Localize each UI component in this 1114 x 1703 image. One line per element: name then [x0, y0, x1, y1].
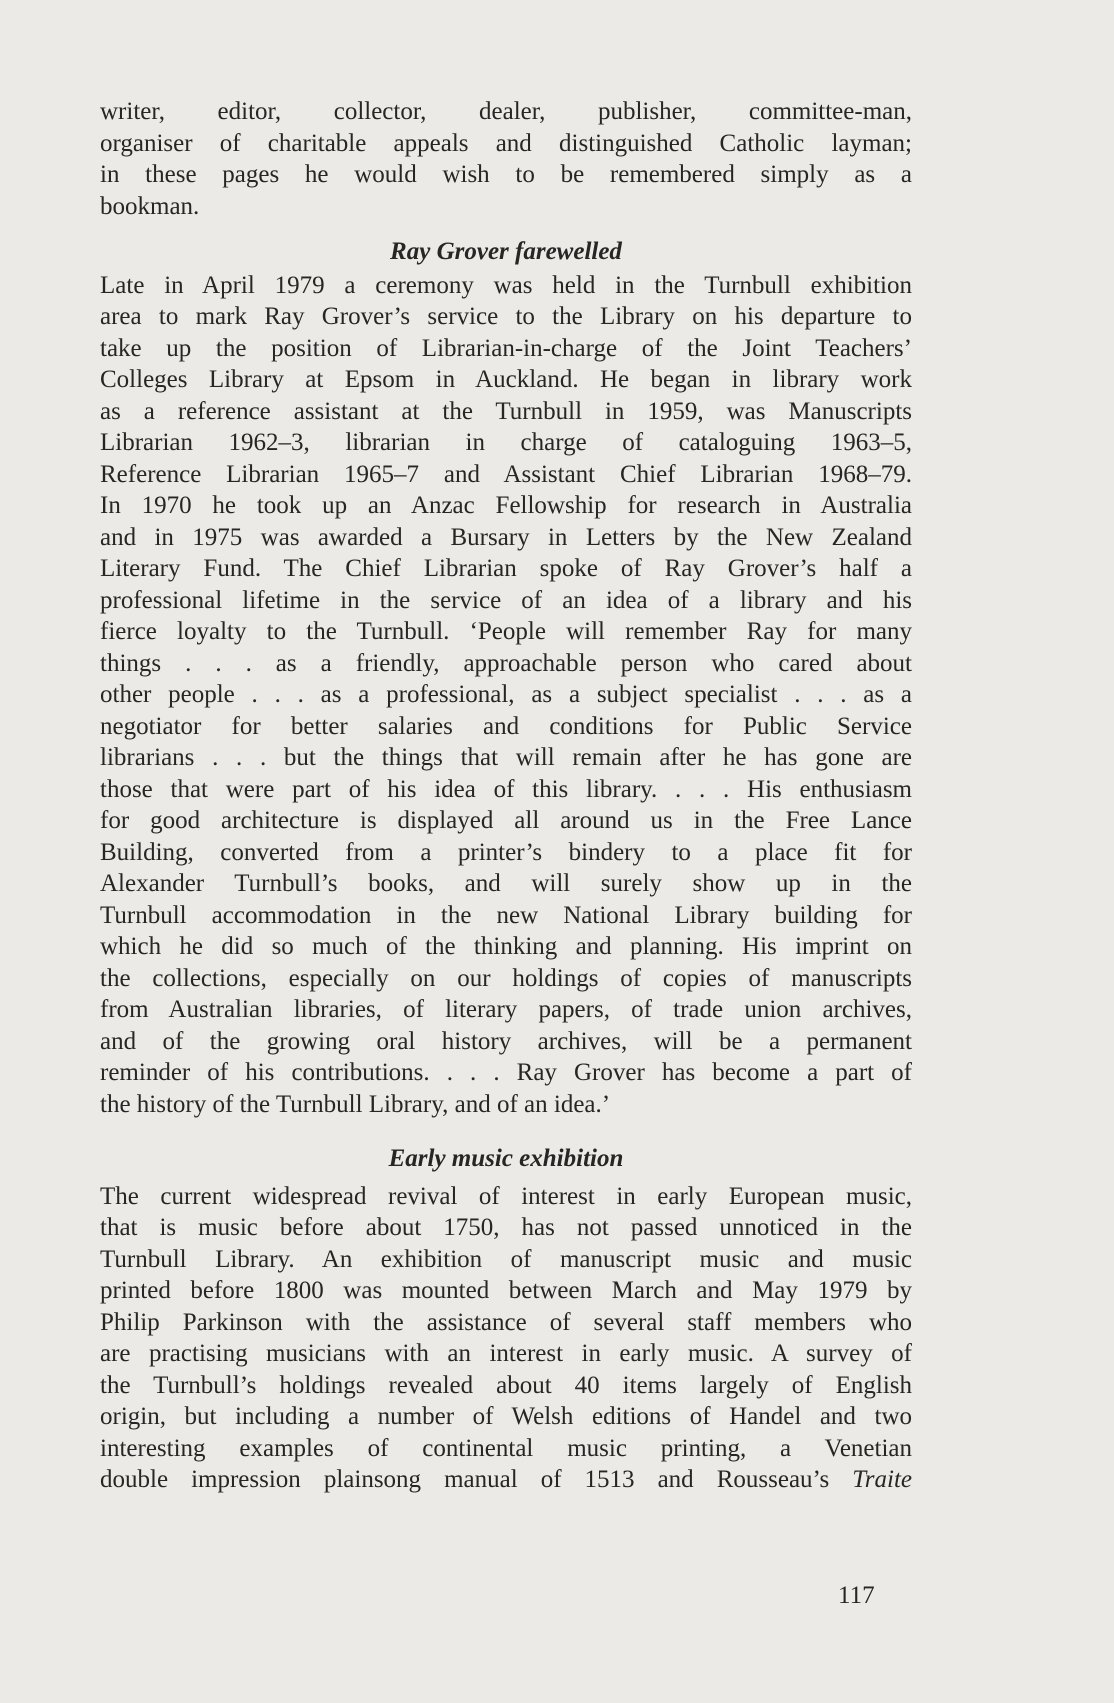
ray-grover-paragraph — [100, 270, 912, 1121]
text-line: for good architecture is displayed all around us in the Free Lance — [100, 807, 912, 834]
text-line: Librarian 1962–3, librarian in charge of cataloguing 1963–5, — [100, 429, 912, 456]
text-line: In 1970 he took up an Anzac Fellowship for research in Australia — [100, 492, 912, 519]
text-line: The current widespread revival of interest in early European music, — [100, 1182, 912, 1210]
text-line: printed before 1800 was mounted between March and May 1979 by — [100, 1277, 912, 1304]
text-line: the history of the Turnbull Library, and of an idea.’ — [100, 1090, 611, 1118]
text-line: and of the growing oral history archives, will be a permanent — [100, 1027, 912, 1055]
text-line: which he did so much of the thinking and planning. His imprint on — [100, 933, 912, 960]
text-line: and in 1975 was awarded a Bursary in Letters by the New Zealand — [100, 523, 912, 551]
text-line: the Turnbull’s holdings revealed about 40 items largely of English — [100, 1371, 912, 1399]
text-line: Colleges Library at Epsom in Auckland. He began in library work — [100, 366, 912, 393]
italic-title-fragment: Traite — [852, 1466, 913, 1493]
text-line: those that were part of his idea of this library. . . . His enthusiasm — [100, 775, 912, 803]
text-line: Turnbull Library. An exhibition of manuscript music and music — [100, 1245, 912, 1273]
text-line: professional lifetime in the service of an idea of a library and his — [100, 586, 912, 614]
text-line: the collections, especially on our holdings of copies of manuscripts — [100, 964, 912, 992]
text-line: as a reference assistant at the Turnbull in 1959, was Manuscripts — [100, 397, 912, 425]
text-line: things . . . as a friendly, approachable person who cared about — [100, 649, 912, 677]
text-line: fierce loyalty to the Turnbull. ‘People will remember Ray for many — [100, 618, 912, 645]
text-line: librarians . . . but the things that will remain after he has gone are — [100, 744, 912, 771]
text-line: Late in April 1979 a ceremony was held in the Turnbull exhibition — [100, 271, 912, 299]
text-line: interesting examples of continental music printing, a Venetian — [100, 1434, 912, 1462]
early-music-paragraph — [100, 1181, 912, 1496]
text-line: that is music before about 1750, has not passed unnoticed in the — [100, 1214, 912, 1241]
text-line: in these pages he would wish to be remembered simply as a — [100, 161, 912, 188]
text-line: origin, but including a number of Welsh editions of Handel and two — [100, 1403, 912, 1430]
text-line: from Australian libraries, of literary papers, of trade union archives, — [100, 996, 912, 1023]
text-column — [100, 96, 912, 1696]
opening-paragraph — [100, 96, 912, 222]
text-line: reminder of his contributions. . . . Ray Grover has become a part of — [100, 1059, 912, 1086]
text-line: Building, converted from a printer’s bindery to a place fit for — [100, 838, 912, 866]
text-line: Philip Parkinson with the assistance of several staff members who — [100, 1308, 912, 1336]
text-line-with-italic — [100, 1464, 912, 1496]
section-heading-ray-grover: Ray Grover farewelled — [390, 238, 622, 265]
text-line: Turnbull accommodation in the new National Library building for — [100, 901, 912, 929]
text-line: Reference Librarian 1965–7 and Assistant Chief Librarian 1968–79. — [100, 460, 912, 488]
text-line: are practising musicians with an interest in early music. A survey of — [100, 1340, 912, 1367]
text-line: Literary Fund. The Chief Librarian spoke of Ray Grover’s half a — [100, 555, 912, 582]
text-line: bookman. — [100, 192, 200, 220]
text-line: Alexander Turnbull’s books, and will surely show up in the — [100, 870, 912, 897]
page-number: 117 — [838, 1582, 875, 1609]
text-line: organiser of charitable appeals and distinguished Catholic layman; — [100, 129, 912, 157]
text-line: other people . . . as a professional, as a subject specialist . . . as a — [100, 681, 912, 708]
text-line-content: double impression plainsong manual of 1513 and Rousseau’s — [100, 1466, 830, 1493]
text-line: take up the position of Librarian-in-charge of the Joint Teachers’ — [100, 334, 912, 362]
text-line: writer, editor, collector, dealer, publisher, committee-man, — [100, 98, 912, 125]
section-heading-early-music: Early music exhibition — [388, 1145, 624, 1172]
text-line: negotiator for better salaries and conditions for Public Service — [100, 712, 912, 740]
text-line: area to mark Ray Grover’s service to the Library on his departure to — [100, 303, 912, 330]
